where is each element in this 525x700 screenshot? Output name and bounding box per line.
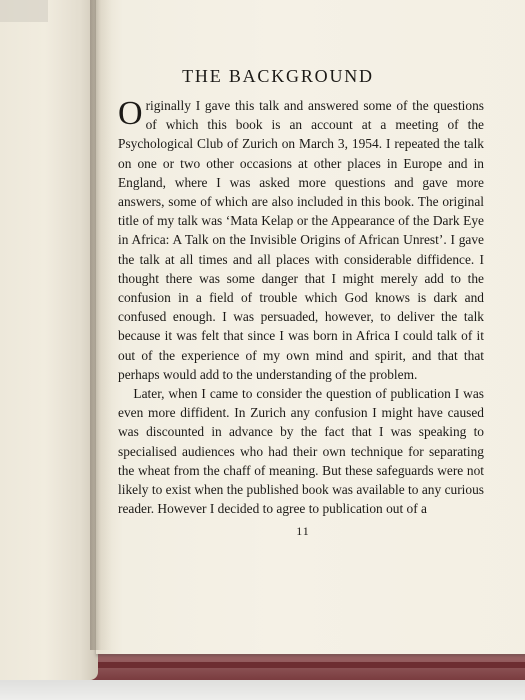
left-page (0, 0, 98, 680)
body-text (118, 96, 484, 518)
left-page-tab (0, 0, 48, 22)
drop-cap: O (118, 95, 143, 132)
spine-shadow (90, 0, 112, 650)
page-number: 11 (296, 524, 310, 538)
paragraph-2: Later, when I came to consider the question of publication I was even more diffident. In Zurich any confusion I might have caused was discounted in advance by the fact that I was speaking to specialised audiences who had their own technique for separating the wheat from the chaff of meaning. But these safeguards were not likely to exist when the published book was available to any curious reader. However I decided to agree to publication out of a (118, 386, 484, 517)
paragraph-1 (118, 96, 484, 384)
chapter-heading: THE BACKGROUND (182, 66, 374, 86)
paragraph-1-text: riginally I gave this talk and answered some of the questions of which this book is an account at a meeting of the Psychological Club of Zurich on March 3, 1954. I repeated the talk on one or two other occasions at other places in Europe and in England, where I was asked more questions and gave more answers, some of which are also included in this book. The original title of my talk was ‘Mata Kelap or the Appearance of the Dark Eye in Africa: A Talk on the Invisible Origins of African Unrest’. I gave the talk at all times and all places with considerable diffidence. I thought there was some danger that I might merely add to the confusion in a field of trouble which God knows is dark and confused enough. I was persuaded, however, to deliver the talk because it was felt that since I was born in Africa I could talk of it out of the experience of my own mind and spirit, and that that perhaps would add to the understanding of the problem. (118, 98, 484, 382)
